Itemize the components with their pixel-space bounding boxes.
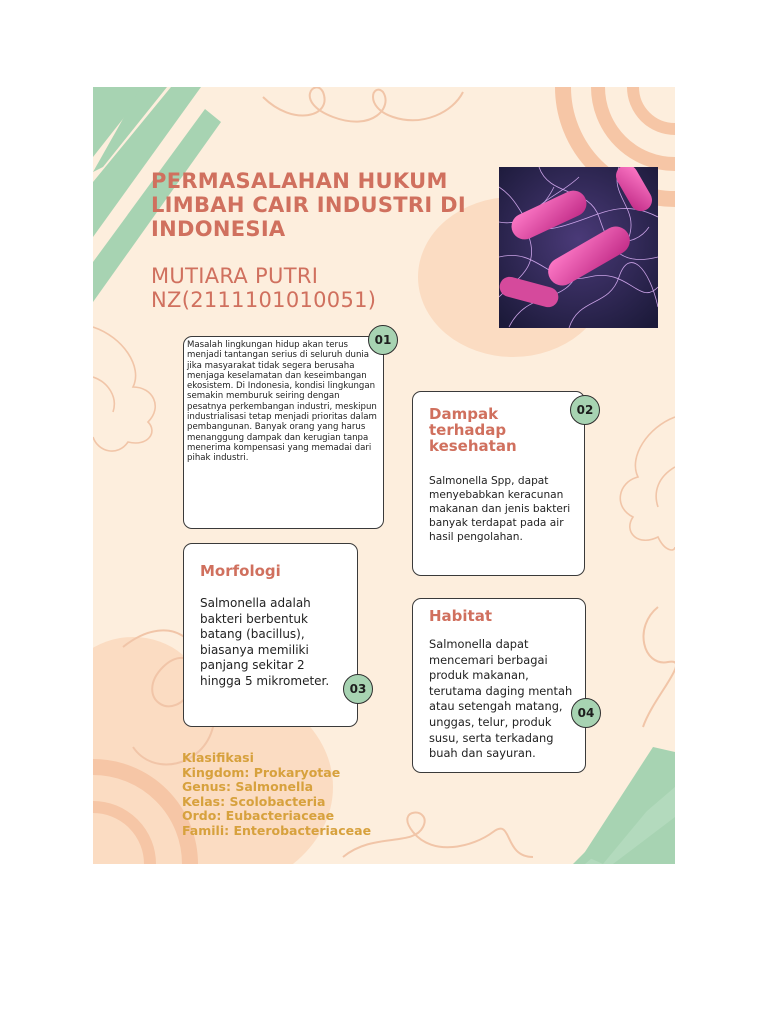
klasifikasi-ordo: Ordo: Eubacteriaceae bbox=[182, 808, 335, 823]
morfologi-text: Salmonella adalah bakteri berbentuk batang (bacillus), biasanya memiliki panjang sekitar 2 hingga 5 mikrometer. bbox=[200, 596, 330, 688]
bacteria-photo bbox=[499, 167, 658, 328]
morfologi-card bbox=[183, 543, 358, 727]
author-block bbox=[151, 264, 481, 312]
klasifikasi-genus: Genus: Salmonella bbox=[182, 779, 314, 794]
habitat-card bbox=[412, 598, 586, 773]
dampak-heading: Dampak terhadap kesehatan bbox=[429, 405, 517, 455]
bacteria-image bbox=[499, 167, 658, 328]
poster-title: PERMASALAHAN HUKUM LIMBAH CAIR INDUSTRI DI INDONESIA bbox=[151, 169, 466, 241]
habitat-text: Salmonella dapat mencemari berbagai produk makanan, terutama daging mentah atau setengah matang, unggas, telur, produk susu, serta terkadang buah dan sayuran. bbox=[429, 637, 573, 761]
badge-01: 01 bbox=[368, 325, 398, 355]
author-id: NZ(2111101010051) bbox=[151, 288, 377, 312]
morfologi-heading: Morfologi bbox=[200, 562, 281, 580]
badge-02: 02 bbox=[570, 395, 600, 425]
klasifikasi-list bbox=[182, 751, 371, 838]
klasifikasi-kingdom: Kingdom: Prokaryotae bbox=[182, 764, 341, 780]
dampak-card bbox=[412, 391, 585, 576]
dampak-text: Salmonella Spp, dapat menyebabkan keracunan makanan dan jenis bakteri banyak terdapat pada air hasil pengolahan. bbox=[429, 475, 571, 543]
badge-04: 04 bbox=[571, 698, 601, 728]
habitat-heading: Habitat bbox=[429, 607, 493, 625]
intro-text: Masalah lingkungan hidup akan terus menjadi tantangan serius di seluruh dunia jika masyarakat tidak segera berusaha menjaga keselamatan dan keseimbangan ekosistem. Di Indonesia, kondisi lingkungan semakin memburuk seiring dengan pesatnya perkembangan industri, meskipun industrialisasi tetap menjadi prioritas dalam pembangunan. Banyak orang yang harus menanggung dampak dan kerugian tanpa menerima kompensasi yang memadai dari pihak industri. bbox=[187, 340, 377, 464]
poster bbox=[93, 87, 675, 864]
klasifikasi-heading: Klasifikasi bbox=[182, 750, 254, 765]
author-name: MUTIARA PUTRI bbox=[151, 264, 319, 288]
intro-card bbox=[183, 336, 384, 529]
klasifikasi-kelas: Kelas: Scolobacteria bbox=[182, 793, 326, 809]
klasifikasi-famili: Famili: Enterobacteriaceae bbox=[182, 822, 372, 838]
badge-03: 03 bbox=[343, 674, 373, 704]
